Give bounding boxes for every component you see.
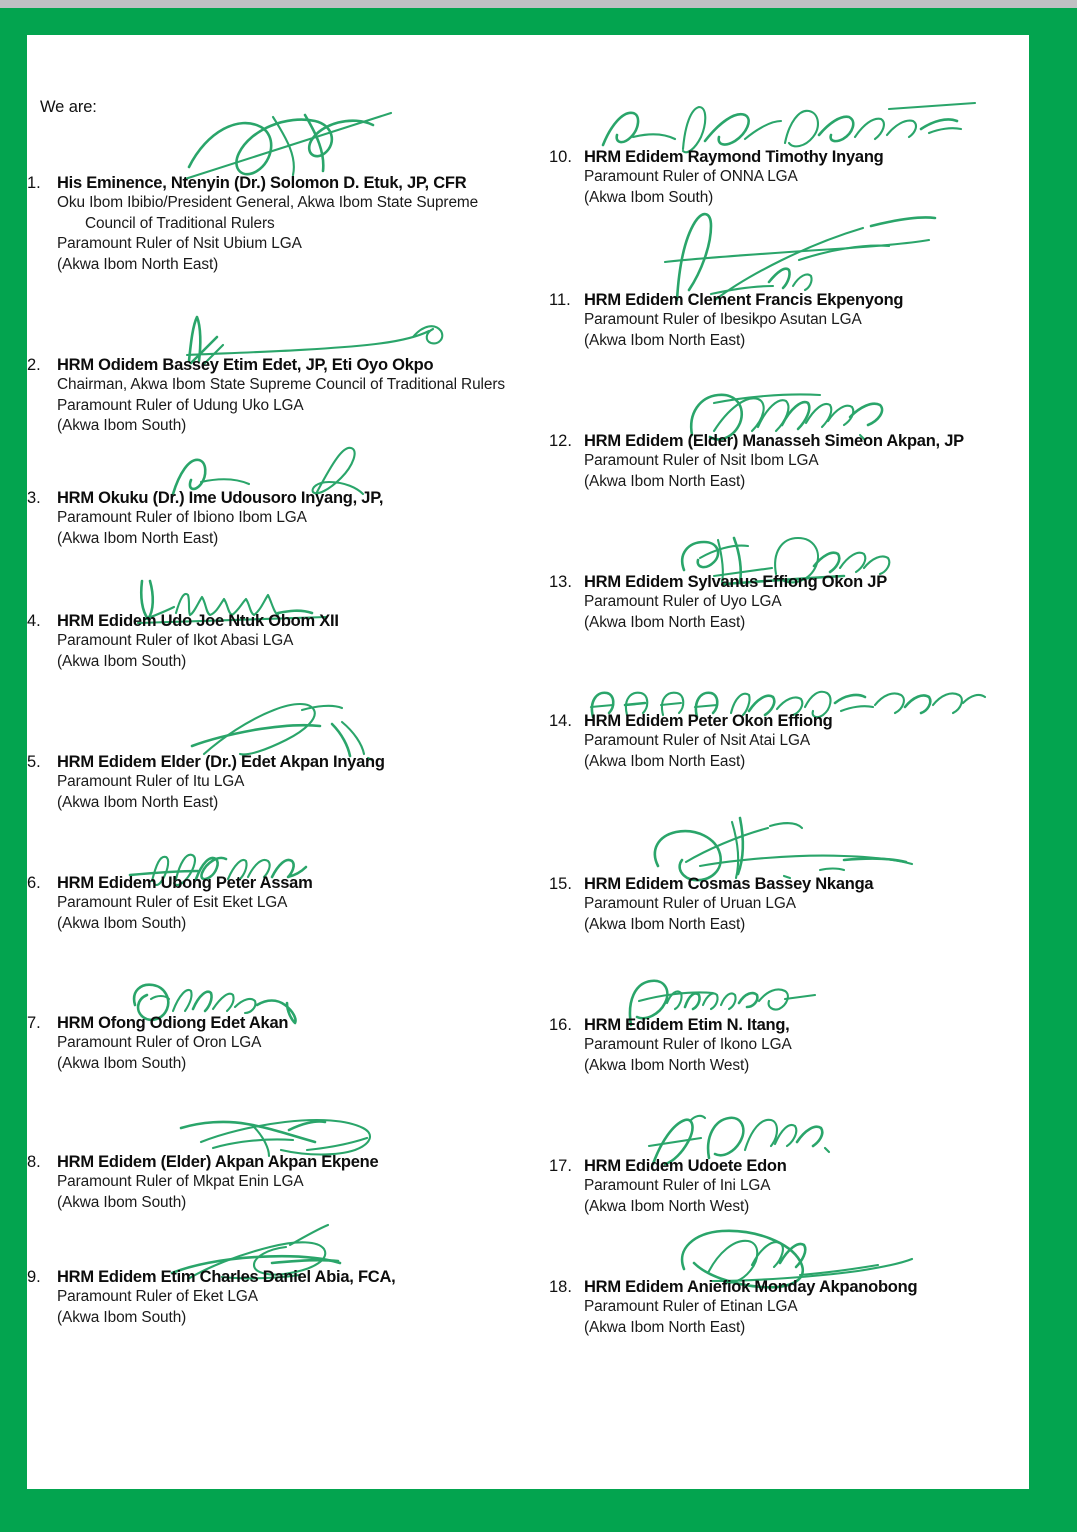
signatory-number: 12.	[549, 432, 572, 450]
signatory-name: HRM Edidem Etim Charles Daniel Abia, FCA,	[57, 1268, 396, 1286]
signatory-detail-line: Paramount Ruler of Uruan LGA	[584, 895, 796, 912]
signatory-entry	[549, 874, 1029, 935]
signatory-detail-line: Paramount Ruler of Etinan LGA	[584, 1298, 798, 1315]
signatory-entry	[27, 611, 527, 672]
signatory-number: 8.	[27, 1153, 41, 1171]
signatory-entry	[27, 752, 527, 813]
signatory-detail-line: Paramount Ruler of Nsit Ubium LGA	[57, 235, 302, 252]
signatory-detail-line: Paramount Ruler of Nsit Ibom LGA	[584, 452, 819, 469]
signatory-name: HRM Edidem Etim N. Itang,	[584, 1016, 790, 1034]
signatory-number: 7.	[27, 1014, 41, 1032]
signatory-number: 9.	[27, 1268, 41, 1286]
signatory-detail-line: (Akwa Ibom North East)	[584, 613, 746, 631]
signatory-detail-line: (Akwa Ibom North East)	[584, 472, 746, 490]
signatory-detail-line: Chairman, Akwa Ibom State Supreme Council of Traditional Rulers	[57, 376, 505, 393]
signatory-detail-line: Council of Traditional Rulers	[85, 214, 275, 232]
signatory-columns	[27, 35, 1029, 1489]
signatory-name: HRM Odidem Bassey Etim Edet, JP, Eti Oyo Okpo	[57, 356, 434, 374]
signatory-detail-line: (Akwa Ibom North East)	[57, 793, 219, 811]
signatory-number: 2.	[27, 356, 41, 374]
signatory-name: His Eminence, Ntenyin (Dr.) Solomon D. Etuk, JP, CFR	[57, 174, 467, 192]
signatory-detail-line: (Akwa Ibom North East)	[57, 529, 219, 547]
signatory-name: HRM Edidem Ubong Peter Assam	[57, 874, 313, 892]
signatory-detail-line: (Akwa Ibom South)	[584, 188, 714, 206]
green-page-border	[0, 8, 1077, 1532]
signatory-number: 1.	[27, 174, 41, 192]
signature-mark	[649, 204, 989, 304]
signatory-entry	[549, 431, 1029, 492]
signatory-number: 3.	[27, 489, 41, 507]
signatory-name: HRM Edidem Peter Okon Effiong	[584, 712, 833, 730]
signatory-detail-line: (Akwa Ibom South)	[57, 1054, 187, 1072]
signatory-detail-line: Paramount Ruler of Udung Uko LGA	[57, 396, 304, 414]
signatory-name: HRM Edidem Clement Francis Ekpenyong	[584, 291, 904, 309]
signatory-entry	[27, 173, 527, 275]
signatory-detail-line: Paramount Ruler of Itu LGA	[57, 773, 245, 790]
signatory-detail-line: (Akwa Ibom North West)	[584, 1197, 750, 1215]
signatory-number: 5.	[27, 753, 41, 771]
signatory-name: HRM Edidem Udo Joe Ntuk Obom XII	[57, 612, 339, 630]
signatory-number: 4.	[27, 612, 41, 630]
signatory-number: 18.	[549, 1278, 572, 1296]
signatory-detail-line: Paramount Ruler of Ibesikpo Asutan LGA	[584, 311, 862, 328]
signatory-name: HRM Okuku (Dr.) Ime Udousoro Inyang, JP,	[57, 489, 384, 507]
signatory-detail-line: Paramount Ruler of Ibiono Ibom LGA	[57, 509, 307, 526]
signatory-number: 13.	[549, 573, 572, 591]
signatory-entry	[27, 1267, 527, 1328]
signatory-detail-line: (Akwa Ibom North East)	[584, 1318, 746, 1336]
signatory-detail-line: Paramount Ruler of Ikono LGA	[584, 1036, 792, 1053]
signatory-detail-line: Paramount Ruler of Uyo LGA	[584, 593, 782, 610]
signatory-number: 16.	[549, 1016, 572, 1034]
signatory-detail-line: Paramount Ruler of Mkpat Enin LGA	[57, 1173, 304, 1190]
signatory-detail-line: Paramount Ruler of Nsit Atai LGA	[584, 732, 811, 749]
signatory-detail-line: Paramount Ruler of ONNA LGA	[584, 168, 798, 185]
signatory-entry	[549, 711, 1029, 772]
document-page	[27, 35, 1029, 1489]
signatory-entry	[549, 572, 1029, 633]
signatory-detail-line: (Akwa Ibom South)	[57, 914, 187, 932]
signatory-number: 6.	[27, 874, 41, 892]
signatory-detail-line: Oku Ibom Ibibio/President General, Akwa Ibom State Supreme	[57, 194, 479, 211]
signatory-detail-line: (Akwa Ibom North East)	[584, 331, 746, 349]
signatory-number: 15.	[549, 875, 572, 893]
signatory-name: HRM Edidem Udoete Edon	[584, 1157, 787, 1175]
signatory-entry	[27, 1152, 527, 1213]
signatory-name: HRM Ofong Odiong Edet Akan	[57, 1014, 289, 1032]
signatory-number: 10.	[549, 148, 572, 166]
signatory-name: HRM Edidem Cosmas Bassey Nkanga	[584, 875, 874, 893]
signatory-detail-line: (Akwa Ibom North West)	[584, 1056, 750, 1074]
signatory-detail-line: Paramount Ruler of Ikot Abasi LGA	[57, 632, 294, 649]
signatory-number: 14.	[549, 712, 572, 730]
signatory-detail-line: Paramount Ruler of Esit Eket LGA	[57, 894, 288, 911]
we-are-label: We are:	[40, 98, 97, 116]
signatory-entry	[549, 147, 1029, 208]
signatory-name: HRM Edidem Raymond Timothy Inyang	[584, 148, 884, 166]
signatory-detail-line: (Akwa Ibom South)	[57, 417, 187, 434]
signatory-detail-line: (Akwa Ibom South)	[57, 652, 187, 670]
signatory-entry	[27, 355, 527, 437]
signatory-detail-line: (Akwa Ibom North East)	[57, 255, 219, 273]
signatory-column-left	[27, 35, 527, 1489]
signatory-name: HRM Edidem Elder (Dr.) Edet Akpan Inyang	[57, 753, 385, 771]
signatory-detail-line: Paramount Ruler of Ini LGA	[584, 1177, 771, 1194]
signatory-detail-line: (Akwa Ibom South)	[57, 1193, 187, 1211]
signatory-detail-line: (Akwa Ibom South)	[57, 1308, 187, 1326]
signatory-entry	[549, 1156, 1029, 1217]
signatory-detail-line: Paramount Ruler of Eket LGA	[57, 1288, 258, 1305]
signatory-entry	[549, 1277, 1029, 1338]
signatory-name: HRM Edidem (Elder) Akpan Akpan Ekpene	[57, 1153, 379, 1171]
signatory-detail-line: Paramount Ruler of Oron LGA	[57, 1034, 262, 1051]
signatory-name: HRM Edidem (Elder) Manasseh Simeon Akpan, JP	[584, 432, 964, 450]
signatory-number: 11.	[549, 291, 571, 309]
signatory-entry	[549, 1015, 1029, 1076]
signatory-name: HRM Edidem Aniefiok Monday Akpanobong	[584, 1278, 918, 1296]
signatory-entry	[27, 873, 527, 934]
signatory-column-right	[549, 35, 1029, 1489]
signatory-detail-line: (Akwa Ibom North East)	[584, 752, 746, 770]
signatory-entry	[27, 1013, 527, 1074]
signatory-detail-line: (Akwa Ibom North East)	[584, 915, 746, 933]
signatory-entry	[27, 488, 527, 549]
signatory-entry	[549, 290, 1029, 351]
signatory-name: HRM Edidem Sylvanus Effiong Okon JP	[584, 573, 887, 591]
signatory-number: 17.	[549, 1157, 572, 1175]
